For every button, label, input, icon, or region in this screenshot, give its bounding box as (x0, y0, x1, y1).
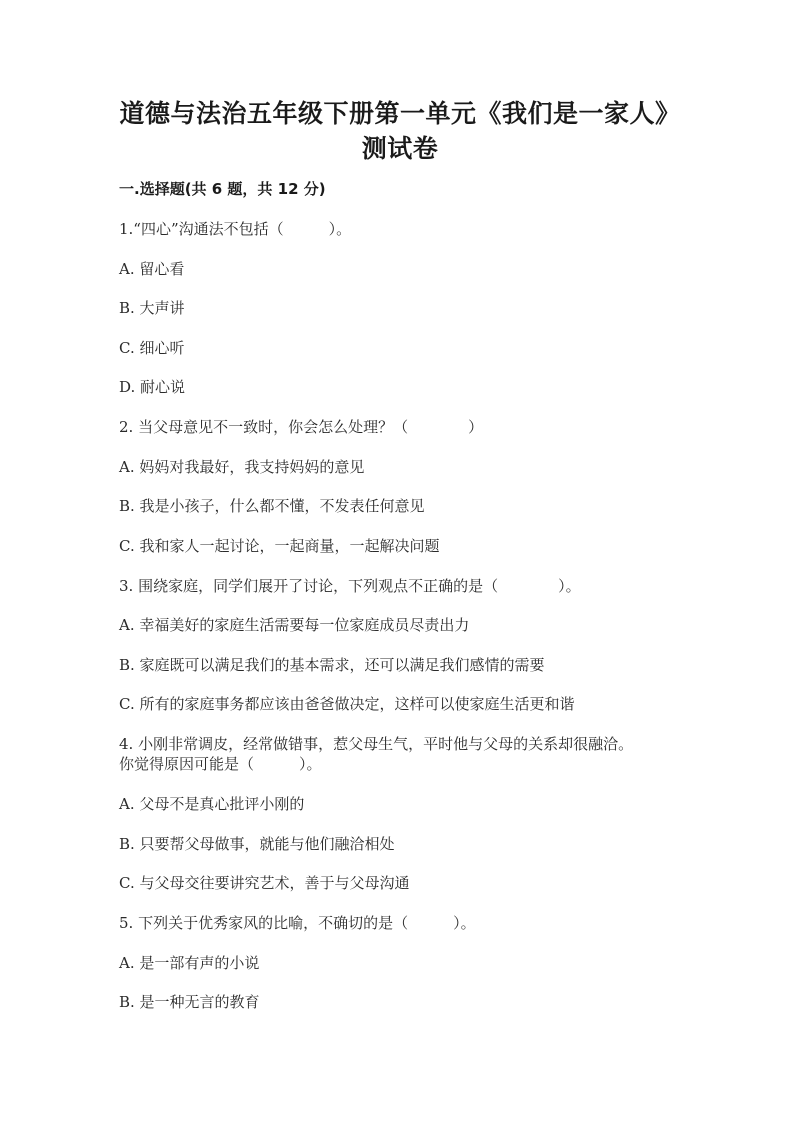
question-stem: 4. 小刚非常调皮，经常做错事，惹父母生气，平时他与父母的关系却很融洽。 (119, 735, 634, 753)
option-a: A. 父母不是真心批评小刚的 (119, 795, 305, 813)
question-stem: 2. 当父母意见不一致时，你会怎么处理？（ ） (119, 418, 484, 436)
option-b: B. 我是小孩子，什么都不懂，不发表任何意见 (119, 497, 425, 515)
option-c: C. 细心听 (119, 339, 185, 357)
option-b: B. 家庭既可以满足我们的基本需求，还可以满足我们感情的需要 (119, 656, 545, 674)
option-d: D. 耐心说 (119, 378, 186, 396)
option-a: A. 妈妈对我最好，我支持妈妈的意见 (119, 458, 365, 476)
question-stem: 3. 围绕家庭，同学们展开了讨论，下列观点不正确的是（ ）。 (119, 577, 581, 595)
option-b: B. 是一种无言的教育 (119, 993, 260, 1011)
option-a: A. 是一部有声的小说 (119, 954, 260, 972)
page-title-line-2: 测试卷 (361, 134, 439, 163)
option-a: A. 幸福美好的家庭生活需要每一位家庭成员尽责出力 (119, 616, 470, 634)
option-b: B. 大声讲 (119, 299, 185, 317)
section-heading: 一.选择题(共 6 题，共 12 分) (119, 180, 326, 198)
option-c: C. 我和家人一起讨论，一起商量，一起解决问题 (119, 537, 440, 555)
option-a: A. 留心看 (119, 260, 185, 278)
option-b: B. 只要帮父母做事，就能与他们融洽相处 (119, 835, 395, 853)
question-stem: 5. 下列关于优秀家风的比喻，不确切的是（ ）。 (119, 914, 476, 932)
question-stem-continued: 你觉得原因可能是（ ）。 (119, 755, 322, 773)
question-stem: 1.“四心”沟通法不包括（ ）。 (119, 220, 352, 238)
option-c: C. 所有的家庭事务都应该由爸爸做决定，这样可以使家庭生活更和谐 (119, 695, 575, 713)
option-c: C. 与父母交往要讲究艺术，善于与父母沟通 (119, 874, 410, 892)
page-title: 道德与法治五年级下册第一单元《我们是一家人》 (119, 99, 681, 128)
